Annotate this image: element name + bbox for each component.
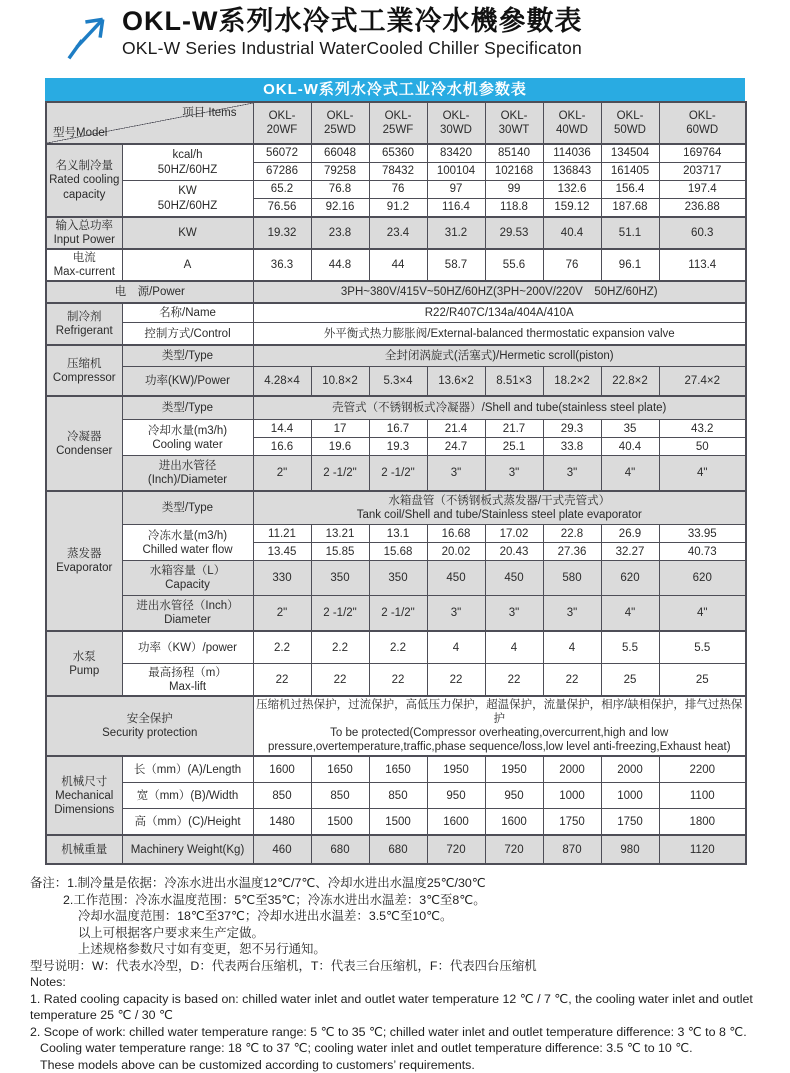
value-cell: 330 [253, 561, 311, 596]
value-cell: 2000 [543, 756, 601, 783]
value-cell: 51.1 [601, 217, 659, 249]
item-label: 进出水管径（Inch） Diameter [122, 596, 253, 632]
value-cell: 31.2 [427, 217, 485, 249]
value-cell: 55.6 [485, 249, 543, 281]
value-cell: 91.2 [369, 199, 427, 218]
note-line-cn: 以上可根据客户要求来生产定做。 [78, 925, 264, 940]
value-cell: 24.7 [427, 438, 485, 456]
model-header-cell: OKL- 50WD [601, 102, 659, 144]
value-cell: 3" [427, 456, 485, 492]
value-cell: 33.95 [659, 525, 746, 543]
corner-items-label: 项目 Items [182, 107, 237, 119]
value-cell: 26.9 [601, 525, 659, 543]
item-label: kcal/h 50HZ/60HZ [122, 144, 253, 181]
table-row [46, 367, 746, 397]
value-cell: 2.2 [253, 631, 311, 664]
value-cell: 13.6×2 [427, 367, 485, 397]
value-cell: 2 -1/2" [369, 456, 427, 492]
value-cell: 4" [659, 456, 746, 492]
value-cell: 25 [659, 664, 746, 697]
page-title-cn: OKL-W系列水冷式工業冷水機參數表 [122, 6, 583, 36]
value-cell: 16.7 [369, 420, 427, 438]
value-cell: 134504 [601, 144, 659, 163]
model-header-cell: OKL- 25WF [369, 102, 427, 144]
item-label: 冷冻水量(m3/h) Chilled water flow [122, 525, 253, 561]
item-label: 类型/Type [122, 396, 253, 420]
note-line-en: Notes: [30, 975, 66, 990]
table-row [46, 664, 746, 697]
value-cell: 113.4 [659, 249, 746, 281]
item-label: 长（mm）(A)/Length [122, 756, 253, 783]
value-cell: 3" [485, 596, 543, 632]
value-cell: 13.1 [369, 525, 427, 543]
item-label: 功率(KW)/Power [122, 367, 253, 397]
value-cell: 580 [543, 561, 601, 596]
value-cell: 40.4 [543, 217, 601, 249]
value-cell: 19.32 [253, 217, 311, 249]
row-label: 电 源/Power [46, 281, 253, 303]
note-line-cn: 上述规格参数尺寸如有变更，恕不另行通知。 [78, 942, 326, 957]
value-cell: 4 [427, 631, 485, 664]
item-label: 类型/Type [122, 491, 253, 525]
table-row [46, 396, 746, 420]
value-cell: 19.3 [369, 438, 427, 456]
table-row [46, 281, 746, 303]
item-label: 名称/Name [122, 303, 253, 323]
item-label: 进出水管径 (Inch)/Diameter [122, 456, 253, 492]
value-cell: 114036 [543, 144, 601, 163]
item-label: 高（mm）(C)/Height [122, 809, 253, 836]
item-label: 功率（KW）/power [122, 631, 253, 664]
value-cell: 1000 [601, 783, 659, 809]
table-row [46, 525, 746, 543]
row-label: 冷凝器 Condenser [46, 396, 122, 491]
value-cell: R22/R407C/134a/404A/410A [253, 303, 746, 323]
value-cell: 5.5 [659, 631, 746, 664]
value-cell: 156.4 [601, 181, 659, 199]
value-cell: 44 [369, 249, 427, 281]
value-cell: 1100 [659, 783, 746, 809]
value-cell: 3PH~380V/415V~50HZ/60HZ(3PH~200V/220V 50HZ/60HZ) [253, 281, 746, 303]
value-cell: 压缩机过热保护，过流保护，高低压力保护，超温保护，流量保护，相序/缺相保护，排气过热保护 To be protected(Compressor overheating,overcurrent,high and low pressure,overtemperature,traffic,phase sequence/loss,low level anti-freezing,Exhaust heat) [253, 696, 746, 756]
note-line-en: These models above can be customized according to customers’ requirements. [40, 1057, 475, 1072]
item-label: 宽（mm）(B)/Width [122, 783, 253, 809]
value-cell: 950 [485, 783, 543, 809]
value-cell: 1120 [659, 835, 746, 864]
item-label: 最高扬程（m） Max-lift [122, 664, 253, 697]
value-cell: 1500 [369, 809, 427, 836]
table-row [46, 345, 746, 367]
value-cell: 3" [543, 456, 601, 492]
table-row [46, 783, 746, 809]
table-row [46, 561, 746, 596]
value-cell: 118.8 [485, 199, 543, 218]
value-cell: 350 [369, 561, 427, 596]
table-row [46, 420, 746, 438]
value-cell: 1650 [369, 756, 427, 783]
value-cell: 1800 [659, 809, 746, 836]
value-cell: 25 [601, 664, 659, 697]
value-cell: 22 [253, 664, 311, 697]
value-cell: 99 [485, 181, 543, 199]
value-cell: 203717 [659, 163, 746, 181]
page-title-group [122, 6, 582, 60]
value-cell: 76 [369, 181, 427, 199]
value-cell: 壳管式（不锈钢板式冷凝器）/Shell and tube(stainless steel plate) [253, 396, 746, 420]
value-cell: 65360 [369, 144, 427, 163]
value-cell: 450 [427, 561, 485, 596]
value-cell: 65.2 [253, 181, 311, 199]
value-cell: 100104 [427, 163, 485, 181]
value-cell: 56072 [253, 144, 311, 163]
table-row [46, 144, 746, 163]
value-cell: 850 [311, 783, 369, 809]
value-cell: 720 [485, 835, 543, 864]
item-label: KW [122, 217, 253, 249]
table-banner: OKL-W系列水冷式工业冷水机参数表 [45, 78, 745, 101]
value-cell: 1600 [485, 809, 543, 836]
value-cell: 1750 [601, 809, 659, 836]
model-header-cell: OKL- 30WD [427, 102, 485, 144]
value-cell: 850 [369, 783, 427, 809]
value-cell: 水箱盘管（不锈钢板式蒸发器/干式壳管式） Tank coil/Shell and tube/Stainless steel plate evaporator [253, 491, 746, 525]
value-cell: 460 [253, 835, 311, 864]
value-cell: 5.3×4 [369, 367, 427, 397]
spec-table [45, 101, 747, 865]
value-cell: 33.8 [543, 438, 601, 456]
value-cell: 92.16 [311, 199, 369, 218]
table-row [46, 809, 746, 836]
row-label: 机械尺寸 Mechanical Dimensions [46, 756, 122, 835]
table-header-row [46, 102, 746, 144]
value-cell: 58.7 [427, 249, 485, 281]
value-cell: 96.1 [601, 249, 659, 281]
table-row [46, 323, 746, 346]
item-label: 控制方式/Control [122, 323, 253, 346]
table-row [46, 756, 746, 783]
value-cell: 16.68 [427, 525, 485, 543]
value-cell: 2" [253, 456, 311, 492]
value-cell: 21.4 [427, 420, 485, 438]
value-cell: 14.4 [253, 420, 311, 438]
row-label: 名义制冷量 Rated cooling capacity [46, 144, 122, 217]
value-cell: 950 [427, 783, 485, 809]
row-label: 安全保护 Security protection [46, 696, 253, 756]
value-cell: 2 -1/2" [311, 456, 369, 492]
value-cell: 161405 [601, 163, 659, 181]
value-cell: 10.8×2 [311, 367, 369, 397]
value-cell: 132.6 [543, 181, 601, 199]
value-cell: 720 [427, 835, 485, 864]
value-cell: 76 [543, 249, 601, 281]
value-cell: 97 [427, 181, 485, 199]
value-cell: 2200 [659, 756, 746, 783]
value-cell: 350 [311, 561, 369, 596]
note-line-cn: 备注：1.制冷量是依据：冷冻水进出水温度12℃/7℃、冷却水进出水温度25℃/30℃ [30, 876, 486, 891]
value-cell: 全封闭涡旋式(活塞式)/Hermetic scroll(piston) [253, 345, 746, 367]
value-cell: 8.51×3 [485, 367, 543, 397]
value-cell: 11.21 [253, 525, 311, 543]
value-cell: 67286 [253, 163, 311, 181]
value-cell: 40.4 [601, 438, 659, 456]
value-cell: 4" [601, 456, 659, 492]
value-cell: 2.2 [369, 631, 427, 664]
value-cell: 18.2×2 [543, 367, 601, 397]
value-cell: 450 [485, 561, 543, 596]
value-cell: 60.3 [659, 217, 746, 249]
item-label: Machinery Weight(Kg) [122, 835, 253, 864]
value-cell: 1600 [253, 756, 311, 783]
table-row [46, 249, 746, 281]
row-label: 机械重量 [46, 835, 122, 864]
table-row [46, 696, 746, 756]
model-header-cell: OKL- 20WF [253, 102, 311, 144]
value-cell: 15.85 [311, 543, 369, 561]
value-cell: 29.3 [543, 420, 601, 438]
value-cell: 83420 [427, 144, 485, 163]
value-cell: 102168 [485, 163, 543, 181]
value-cell: 1500 [311, 809, 369, 836]
note-line-cn: 2.工作范围：冷冻水温度范围：5℃至35℃；冷冻水进出水温差：3℃至8℃。 [63, 892, 486, 907]
table-row [46, 217, 746, 249]
value-cell: 870 [543, 835, 601, 864]
note-line-en: Cooling water temperature range: 18 ℃ to 37 ℃; cooling water inlet and outlet temperature difference: 3.5 ℃ to 10 ℃. [40, 1041, 693, 1056]
table-row [46, 181, 746, 199]
value-cell: 13.21 [311, 525, 369, 543]
value-cell: 3" [543, 596, 601, 632]
value-cell: 16.6 [253, 438, 311, 456]
value-cell: 187.68 [601, 199, 659, 218]
value-cell: 1650 [311, 756, 369, 783]
table-row [46, 596, 746, 632]
note-line-cn: 型号说明：W：代表水冷型，D：代表两台压缩机，T：代表三台压缩机，F：代表四台压缩机 [30, 958, 537, 973]
value-cell: 1950 [485, 756, 543, 783]
value-cell: 17.02 [485, 525, 543, 543]
row-label: 制冷剂 Refrigerant [46, 303, 122, 345]
row-label: 压缩机 Compressor [46, 345, 122, 396]
value-cell: 27.36 [543, 543, 601, 561]
value-cell: 22.8×2 [601, 367, 659, 397]
note-line-cn: 冷却水温度范围：18℃至37℃；冷却水进出水温差：3.5℃至10℃。 [78, 909, 453, 924]
value-cell: 3" [427, 596, 485, 632]
value-cell: 23.8 [311, 217, 369, 249]
value-cell: 4" [601, 596, 659, 632]
value-cell: 20.43 [485, 543, 543, 561]
value-cell: 外平衡式热力膨胀阀/External-balanced thermostatic expansion valve [253, 323, 746, 346]
value-cell: 1600 [427, 809, 485, 836]
table-row [46, 631, 746, 664]
value-cell: 50 [659, 438, 746, 456]
value-cell: 2" [253, 596, 311, 632]
value-cell: 23.4 [369, 217, 427, 249]
item-label: KW 50HZ/60HZ [122, 181, 253, 218]
item-label: 水箱容量（L） Capacity [122, 561, 253, 596]
value-cell: 1750 [543, 809, 601, 836]
model-header-cell: OKL- 40WD [543, 102, 601, 144]
value-cell: 66048 [311, 144, 369, 163]
value-cell: 1950 [427, 756, 485, 783]
value-cell: 116.4 [427, 199, 485, 218]
value-cell: 22 [427, 664, 485, 697]
value-cell: 620 [659, 561, 746, 596]
model-header-cell: OKL- 30WT [485, 102, 543, 144]
value-cell: 197.4 [659, 181, 746, 199]
value-cell: 22 [311, 664, 369, 697]
table-corner-cell [46, 102, 253, 144]
value-cell: 4.28×4 [253, 367, 311, 397]
table-row [46, 835, 746, 864]
row-label: 蒸发器 Evaporator [46, 491, 122, 631]
value-cell: 17 [311, 420, 369, 438]
value-cell: 76.8 [311, 181, 369, 199]
value-cell: 850 [253, 783, 311, 809]
table-row [46, 491, 746, 525]
value-cell: 32.27 [601, 543, 659, 561]
value-cell: 2 -1/2" [311, 596, 369, 632]
model-header-cell: OKL- 25WD [311, 102, 369, 144]
value-cell: 76.56 [253, 199, 311, 218]
value-cell: 22 [369, 664, 427, 697]
value-cell: 1480 [253, 809, 311, 836]
value-cell: 2 -1/2" [369, 596, 427, 632]
value-cell: 169764 [659, 144, 746, 163]
value-cell: 4 [543, 631, 601, 664]
note-line-en: 2. Scope of work: chilled water temperature range: 5 ℃ to 35 ℃; chilled water inlet and outlet temperature difference: 3 ℃ to 8 ℃. [30, 1024, 747, 1039]
item-label: 类型/Type [122, 345, 253, 367]
row-label: 输入总功率 Input Power [46, 217, 122, 249]
value-cell: 13.45 [253, 543, 311, 561]
value-cell: 44.8 [311, 249, 369, 281]
value-cell: 27.4×2 [659, 367, 746, 397]
value-cell: 2.2 [311, 631, 369, 664]
row-label: 电流 Max-current [46, 249, 122, 281]
value-cell: 236.88 [659, 199, 746, 218]
row-label: 水泵 Pump [46, 631, 122, 696]
corner-model-label: 型号Model [53, 126, 108, 139]
value-cell: 21.7 [485, 420, 543, 438]
page-header [0, 0, 790, 70]
value-cell: 22 [543, 664, 601, 697]
value-cell: 25.1 [485, 438, 543, 456]
value-cell: 680 [311, 835, 369, 864]
value-cell: 4" [659, 596, 746, 632]
table-row [46, 456, 746, 492]
value-cell: 5.5 [601, 631, 659, 664]
value-cell: 19.6 [311, 438, 369, 456]
value-cell: 680 [369, 835, 427, 864]
value-cell: 78432 [369, 163, 427, 181]
value-cell: 22 [485, 664, 543, 697]
value-cell: 159.12 [543, 199, 601, 218]
item-label: A [122, 249, 253, 281]
value-cell: 36.3 [253, 249, 311, 281]
table-row [46, 303, 746, 323]
value-cell: 40.73 [659, 543, 746, 561]
value-cell: 15.68 [369, 543, 427, 561]
value-cell: 980 [601, 835, 659, 864]
value-cell: 29.53 [485, 217, 543, 249]
value-cell: 4 [485, 631, 543, 664]
value-cell: 3" [485, 456, 543, 492]
model-header-cell: OKL- 60WD [659, 102, 746, 144]
value-cell: 20.02 [427, 543, 485, 561]
page-title-en: OKL-W Series Industrial WaterCooled Chiller Specificaton [122, 38, 582, 58]
value-cell: 85140 [485, 144, 543, 163]
value-cell: 43.2 [659, 420, 746, 438]
value-cell: 79258 [311, 163, 369, 181]
value-cell: 620 [601, 561, 659, 596]
value-cell: 2000 [601, 756, 659, 783]
value-cell: 1000 [543, 783, 601, 809]
up-right-arrow-icon [62, 8, 114, 62]
value-cell: 136843 [543, 163, 601, 181]
item-label: 冷却水量(m3/h) Cooling water [122, 420, 253, 456]
note-line-en: 1. Rated cooling capacity is based on: chilled water inlet and outlet water temperature 12 ℃ / 7 ℃, the cooling water inlet and outlet temperature 25 ℃ / 30 ℃ [30, 991, 753, 1023]
notes-section [30, 875, 776, 1073]
value-cell: 35 [601, 420, 659, 438]
value-cell: 22.8 [543, 525, 601, 543]
